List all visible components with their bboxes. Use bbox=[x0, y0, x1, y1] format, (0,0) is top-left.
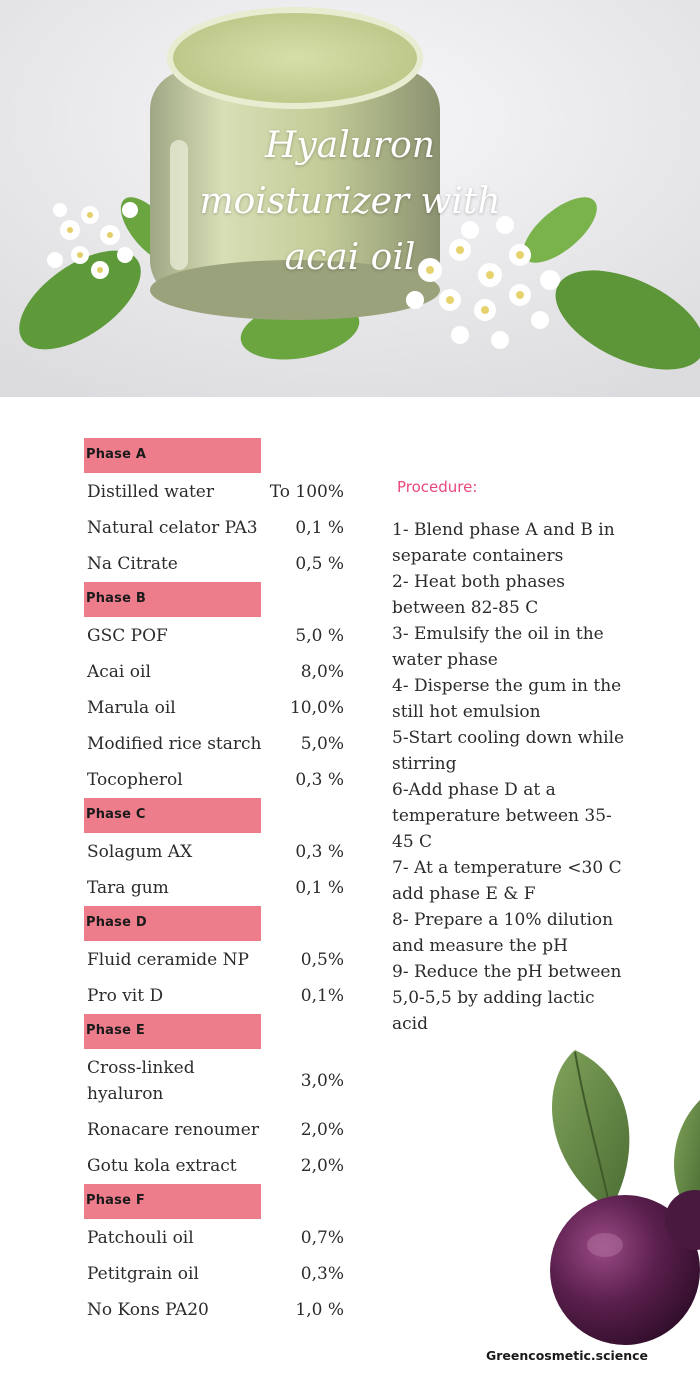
ingredient-name: Acai oil bbox=[87, 662, 151, 682]
phase-header bbox=[84, 1014, 261, 1049]
ingredient-name: Cross-linked hyaluron bbox=[87, 1058, 195, 1104]
procedure-step: 1- Blend phase A and B in separate containers bbox=[392, 520, 615, 566]
ingredient-name: Natural celator PA3 bbox=[87, 518, 258, 538]
procedure-step: 2- Heat both phases between 82-85 C bbox=[392, 572, 565, 618]
ingredient-name: Modified rice starch bbox=[87, 734, 262, 754]
ingredient-amount: 3,0% bbox=[300, 1071, 344, 1091]
ingredient-amount: 5,0 % bbox=[295, 626, 344, 646]
recipe-title bbox=[170, 118, 530, 286]
title-line: acai oil bbox=[284, 237, 416, 278]
procedure-step: 4- Disperse the gum in the still hot emulsion bbox=[392, 676, 622, 722]
ingredient-amount: 1,0 % bbox=[295, 1300, 344, 1320]
phase-label: Phase A bbox=[86, 447, 147, 462]
ingredient-name: Solagum AX bbox=[87, 842, 193, 862]
ingredient-amount: 0,1% bbox=[300, 986, 344, 1006]
ingredient-amount: 0,3 % bbox=[295, 842, 344, 862]
ingredient-name: Distilled water bbox=[87, 482, 214, 502]
phase-label: Phase B bbox=[86, 591, 146, 606]
phase-header bbox=[84, 1184, 261, 1219]
ingredient-name: Fluid ceramide NP bbox=[87, 950, 249, 970]
ingredient-name: Na Citrate bbox=[87, 554, 178, 574]
phase-label: Phase C bbox=[86, 807, 146, 822]
procedure-step: 5-Start cooling down while stirring bbox=[392, 728, 625, 774]
phase-label: Phase E bbox=[86, 1023, 145, 1038]
title-line: Hyaluron bbox=[265, 125, 435, 166]
ingredient-amount: 0,3% bbox=[300, 1264, 344, 1284]
procedure-step: 7- At a temperature <30 C add phase E & F bbox=[392, 858, 622, 904]
ingredient-amount: 0,5% bbox=[300, 950, 344, 970]
ingredient-amount: To 100% bbox=[269, 482, 344, 502]
ingredient-name: Petitgrain oil bbox=[87, 1264, 199, 1284]
ingredient-amount: 0,1 % bbox=[295, 518, 344, 538]
procedure-step: 3- Emulsify the oil in the water phase bbox=[392, 624, 604, 670]
ingredient-amount: 0,1 % bbox=[295, 878, 344, 898]
procedure-step: 8- Prepare a 10% dilution and measure the pH bbox=[392, 910, 614, 956]
ingredient-amount: 0,7% bbox=[300, 1228, 344, 1248]
hero-photo bbox=[0, 0, 700, 397]
phase-label: Phase D bbox=[86, 915, 147, 930]
ingredient-amount: 8,0% bbox=[300, 662, 344, 682]
ingredient-name: Gotu kola extract bbox=[87, 1156, 237, 1176]
ingredient-amount: 0,3 % bbox=[295, 770, 344, 790]
ingredient-name: Patchouli oil bbox=[87, 1228, 194, 1248]
phase-header bbox=[84, 798, 261, 833]
ingredient-name: No Kons PA20 bbox=[87, 1300, 209, 1320]
ingredient-amount: 10,0% bbox=[289, 698, 344, 718]
acai-berry-image bbox=[530, 1040, 700, 1360]
procedure-step: 9- Reduce the pH between 5,0-5,5 by adding lactic acid bbox=[392, 962, 622, 1034]
ingredient-name: Tara gum bbox=[87, 878, 169, 898]
procedure-steps bbox=[392, 517, 632, 1037]
ingredient-name: Ronacare renoumer bbox=[87, 1120, 259, 1140]
procedure-step: 6-Add phase D at a temperature between 35-45 C bbox=[392, 780, 612, 852]
ingredient-amount: 2,0% bbox=[300, 1120, 344, 1140]
phase-header bbox=[84, 438, 261, 473]
phase-label: Phase F bbox=[86, 1193, 145, 1208]
ingredient-amount: 2,0% bbox=[300, 1156, 344, 1176]
ingredient-name: Marula oil bbox=[87, 698, 176, 718]
ingredient-amount: 5,0% bbox=[300, 734, 344, 754]
website-credit: Greencosmetic.science bbox=[486, 1348, 649, 1363]
ingredient-amount: 0,5 % bbox=[295, 554, 344, 574]
procedure-title: Procedure: bbox=[397, 478, 478, 496]
ingredient-name: Tocopherol bbox=[87, 770, 183, 790]
phase-header bbox=[84, 906, 261, 941]
title-line: moisturizer with bbox=[199, 181, 501, 222]
ingredient-name: GSC POF bbox=[87, 626, 168, 646]
phase-header bbox=[84, 582, 261, 617]
ingredient-name: Pro vit D bbox=[87, 986, 164, 1006]
